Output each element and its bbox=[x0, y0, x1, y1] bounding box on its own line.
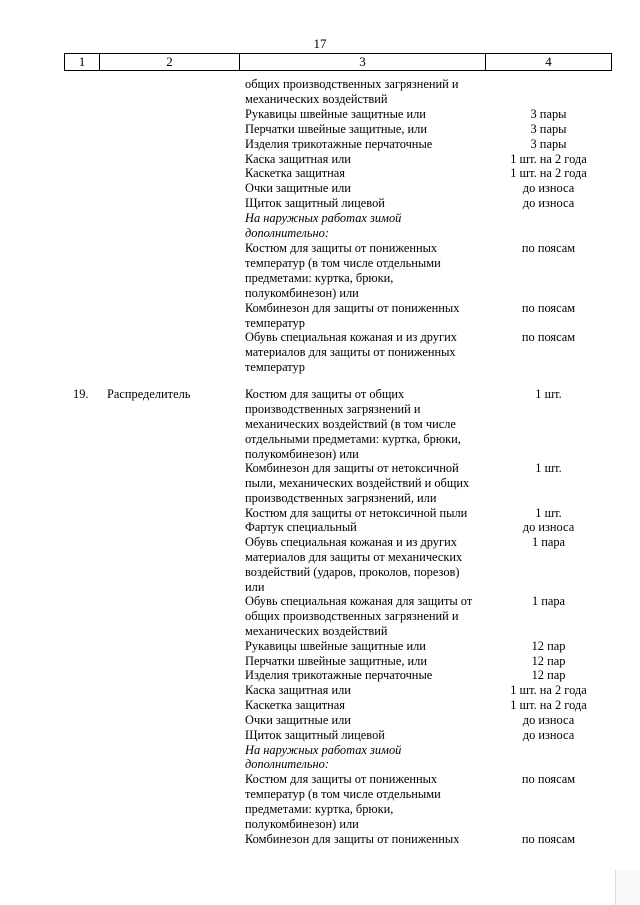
ppe-item-text: Перчатки швейные защитные, или bbox=[245, 122, 427, 136]
ppe-norm: по поясам bbox=[521, 772, 576, 786]
ppe-item-text: отдельными предметами: куртка, брюки, bbox=[245, 432, 461, 446]
header-col-3: 3 bbox=[240, 54, 486, 71]
ppe-norm: 3 пары bbox=[530, 137, 567, 151]
ppe-item-text: Костюм для защиты от общих bbox=[245, 387, 405, 401]
ppe-item-text: Комбинезон для защиты от пониженных bbox=[245, 832, 460, 846]
ppe-item-text: Щиток защитный лицевой bbox=[245, 196, 385, 210]
ppe-norm: 1 пара bbox=[531, 594, 566, 608]
ppe-norm: 1 шт. на 2 года bbox=[510, 698, 587, 712]
ppe-item-text: Рукавицы швейные защитные или bbox=[245, 639, 426, 653]
section-note: дополнительно: bbox=[245, 757, 329, 771]
ppe-item-text: Комбинезон для защиты от пониженных bbox=[245, 301, 460, 315]
ppe-norm: 1 шт. bbox=[535, 461, 562, 475]
ppe-item-text: производственных загрязнений и bbox=[245, 402, 421, 416]
ppe-item-text: общих производственных загрязнений и bbox=[245, 77, 459, 91]
ppe-norm: 1 шт. bbox=[535, 387, 562, 401]
ppe-item-text: температур (в том числе отдельными bbox=[245, 256, 441, 270]
header-col-4: 4 bbox=[486, 54, 612, 71]
section-note: На наружных работах зимой bbox=[245, 743, 402, 757]
ppe-norm: до износа bbox=[522, 181, 575, 195]
ppe-item-text: механических воздействий bbox=[245, 92, 388, 106]
ppe-item-text: производственных загрязнений, или bbox=[245, 491, 437, 505]
scan-edge bbox=[615, 870, 640, 905]
ppe-item-text: температур bbox=[245, 316, 305, 330]
ppe-item-text: Обувь специальная кожаная и из других bbox=[245, 330, 457, 344]
ppe-item-text: Очки защитные или bbox=[245, 181, 351, 195]
ppe-item-text: Обувь специальная кожаная для защиты от bbox=[245, 594, 473, 608]
ppe-item-text: механических воздействий (в том числе bbox=[245, 417, 456, 431]
ppe-norm: 1 шт. на 2 года bbox=[510, 152, 587, 166]
ppe-norm: 1 шт. на 2 года bbox=[510, 166, 587, 180]
ppe-norm: по поясам bbox=[521, 330, 576, 344]
ppe-item-text: материалов для защиты от механических bbox=[245, 550, 463, 564]
page-number: 17 bbox=[313, 36, 327, 51]
ppe-norm: 12 пар bbox=[531, 654, 566, 668]
ppe-item-text: материалов для защиты от пониженных bbox=[245, 345, 456, 359]
ppe-item-text: Костюм для защиты от пониженных bbox=[245, 772, 438, 786]
row-number: 19. bbox=[73, 387, 89, 401]
ppe-item-text: пыли, механических воздействий и общих bbox=[245, 476, 470, 490]
ppe-item-text: Изделия трикотажные перчаточные bbox=[245, 137, 433, 151]
header-col-1: 1 bbox=[65, 54, 100, 71]
ppe-item-text: Очки защитные или bbox=[245, 713, 351, 727]
ppe-norm: 3 пары bbox=[530, 107, 567, 121]
ppe-item-text: Каска защитная или bbox=[245, 683, 351, 697]
ppe-item-text: Перчатки швейные защитные, или bbox=[245, 654, 427, 668]
ppe-norm: по поясам bbox=[521, 832, 576, 846]
ppe-item-text: механических воздействий bbox=[245, 624, 388, 638]
ppe-item-text: Каскетка защитная bbox=[245, 698, 345, 712]
ppe-norm: до износа bbox=[522, 713, 575, 727]
ppe-norm: 1 пара bbox=[531, 535, 566, 549]
ppe-item-text: Каска защитная или bbox=[245, 152, 351, 166]
ppe-item-text: температур (в том числе отдельными bbox=[245, 787, 441, 801]
ppe-item-text: полукомбинезон) или bbox=[245, 447, 359, 461]
ppe-item-text: предметами: куртка, брюки, bbox=[245, 271, 394, 285]
ppe-norm: 3 пары bbox=[530, 122, 567, 136]
ppe-item-text: или bbox=[245, 580, 265, 594]
ppe-item-text: воздействий (ударов, проколов, порезов) bbox=[245, 565, 460, 579]
ppe-norm: 12 пар bbox=[531, 668, 566, 682]
ppe-item-text: полукомбинезон) или bbox=[245, 817, 359, 831]
ppe-norm: 12 пар bbox=[531, 639, 566, 653]
ppe-item-text: Изделия трикотажные перчаточные bbox=[245, 668, 433, 682]
ppe-item-text: Каскетка защитная bbox=[245, 166, 345, 180]
ppe-item-text: Фартук специальный bbox=[245, 520, 357, 534]
header-col-2: 2 bbox=[100, 54, 240, 71]
section-note: На наружных работах зимой bbox=[245, 211, 402, 225]
ppe-item-text: полукомбинезон) или bbox=[245, 286, 359, 300]
ppe-norm: по поясам bbox=[521, 241, 576, 255]
profession-name: Распределитель bbox=[107, 387, 191, 401]
ppe-norm: 1 шт. bbox=[535, 506, 562, 520]
column-header-table bbox=[64, 53, 612, 71]
ppe-item-text: Комбинезон для защиты от нетоксичной bbox=[245, 461, 459, 475]
section-note: дополнительно: bbox=[245, 226, 329, 240]
ppe-item-text: Щиток защитный лицевой bbox=[245, 728, 385, 742]
ppe-norm: 1 шт. на 2 года bbox=[510, 683, 587, 697]
ppe-item-text: Костюм для защиты от нетоксичной пыли bbox=[245, 506, 468, 520]
ppe-norm: по поясам bbox=[521, 301, 576, 315]
ppe-item-text: Обувь специальная кожаная и из других bbox=[245, 535, 457, 549]
ppe-norm: до износа bbox=[522, 196, 575, 210]
ppe-item-text: температур bbox=[245, 360, 305, 374]
ppe-item-text: общих производственных загрязнений и bbox=[245, 609, 459, 623]
ppe-norm: до износа bbox=[522, 728, 575, 742]
ppe-item-text: Костюм для защиты от пониженных bbox=[245, 241, 438, 255]
ppe-item-text: Рукавицы швейные защитные или bbox=[245, 107, 426, 121]
ppe-item-text: предметами: куртка, брюки, bbox=[245, 802, 394, 816]
ppe-norm: до износа bbox=[522, 520, 575, 534]
